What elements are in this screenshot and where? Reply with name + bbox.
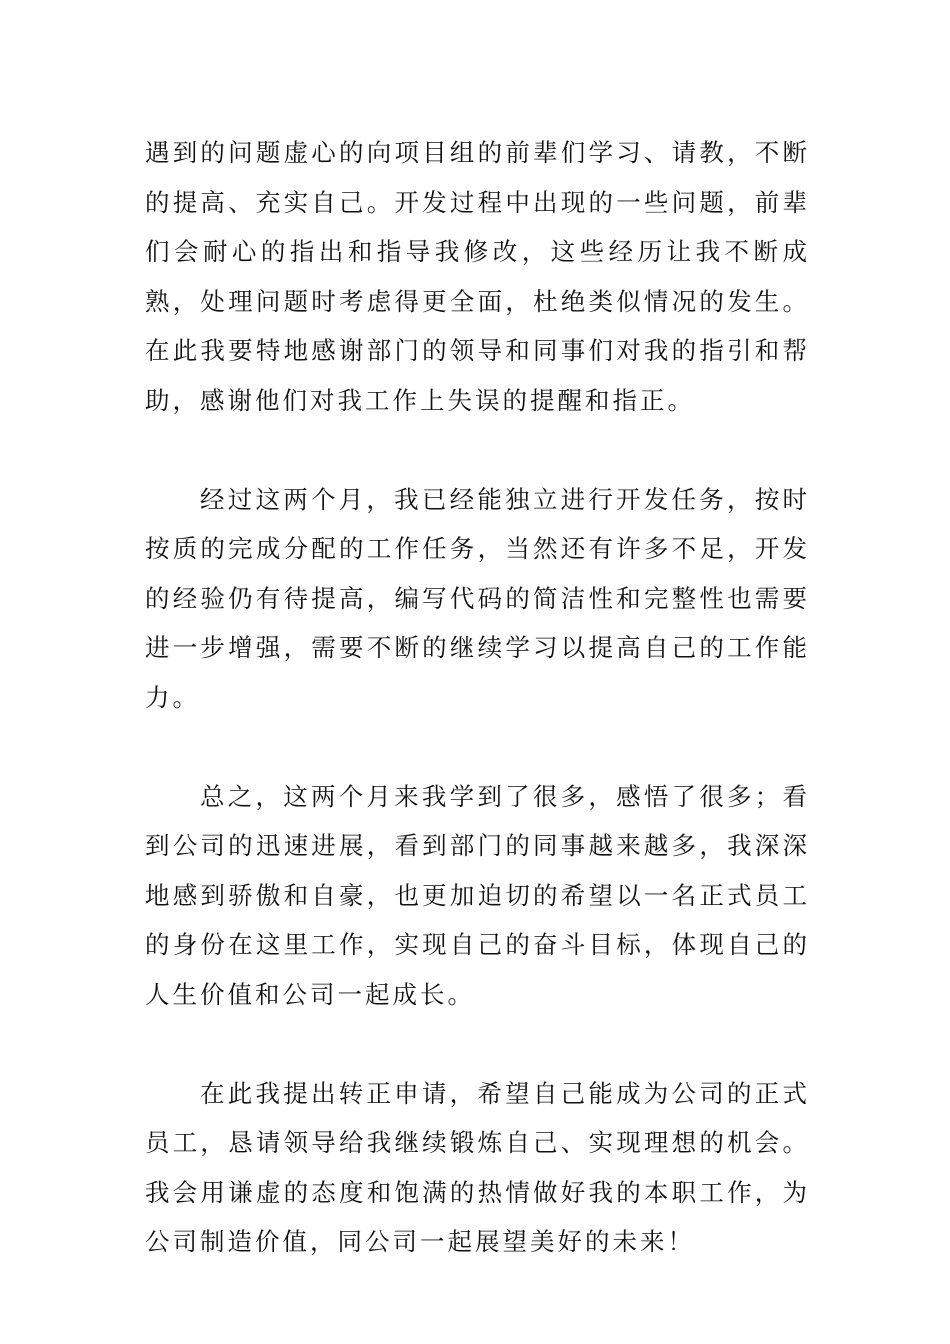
paragraph-2: 经过这两个月，我已经能独立进行开发任务，按时按质的完成分配的工作任务，当然还有许多不足，开发的经验仍有待提高，编写代码的简洁性和完整性也需要进一步增强，需要不断的继续学习以提高自己的工作能力。 bbox=[145, 484, 810, 712]
paragraph-3: 总之，这两个月来我学到了很多，感悟了很多；看到公司的迅速进展，看到部门的同事越来越多，我深深地感到骄傲和自豪，也更加迫切的希望以一名正式员工的身份在这里工作，实现自己的奋斗目标，体现自己的人生价值和公司一起成长。 bbox=[145, 781, 810, 1009]
paragraph-4: 在此我提出转正申请，希望自己能成为公司的正式员工，恳请领导给我继续锻炼自己、实现理想的机会。我会用谦虚的态度和饱满的热情做好我的本职工作，为公司制造价值，同公司一起展望美好的未来！ bbox=[145, 1078, 810, 1256]
paragraph-1: 遇到的问题虚心的向项目组的前辈们学习、请教，不断的提高、充实自己。开发过程中出现的一些问题，前辈们会耐心的指出和指导我修改，这些经历让我不断成熟，处理问题时考虑得更全面，杜绝类似情况的发生。在此我要特地感谢部门的领导和同事们对我的指引和帮助，感谢他们对我工作上失误的提醒和指正。 bbox=[145, 138, 810, 415]
document-body bbox=[145, 128, 810, 1267]
